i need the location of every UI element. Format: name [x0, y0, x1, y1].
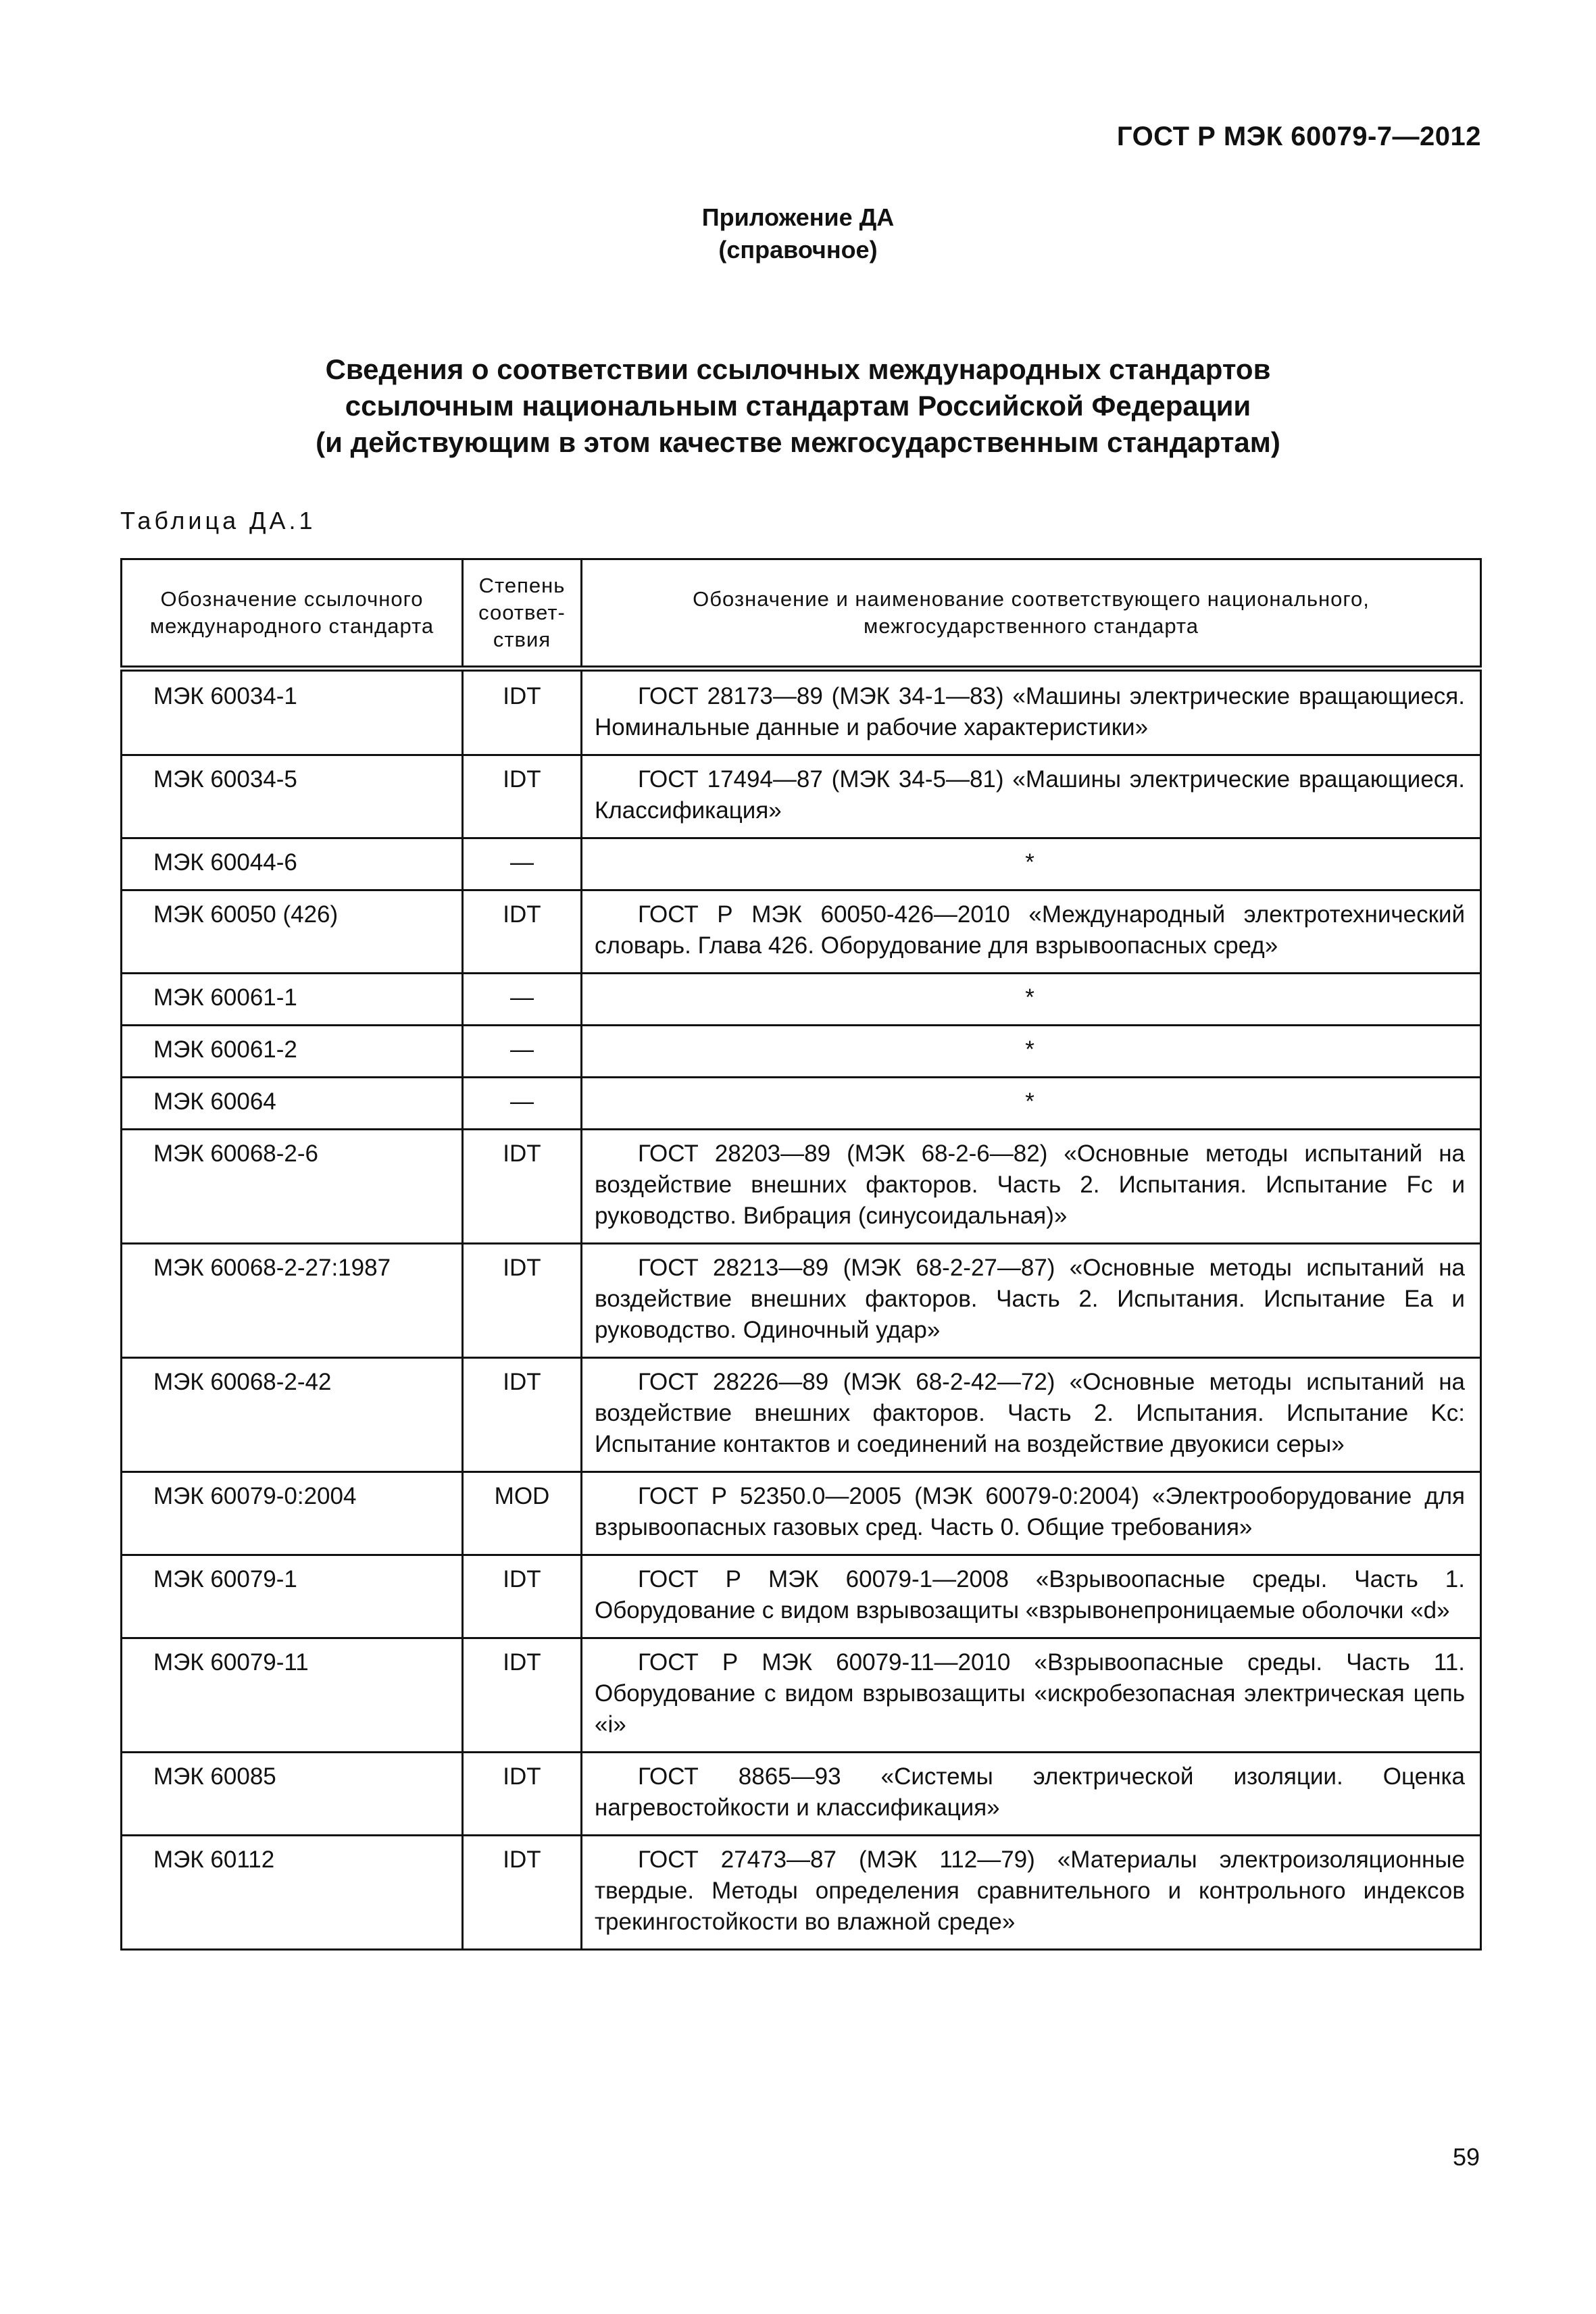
header-national-standard: Обозначение и наименование соответствующего национального, межгосударственного стандарта [582, 559, 1481, 669]
table-row [122, 1836, 1481, 1950]
international-standard-cell: МЭК 60034-1 [122, 669, 463, 755]
table-row [122, 974, 1481, 1026]
national-standard-cell: ГОСТ Р МЭК 60079-1—2008 «Взрывоопасные среды. Часть 1. Оборудование с видом взрывозащиты «взрывонепроницаемые оболочки «d» [582, 1555, 1481, 1638]
international-standard-cell: МЭК 60112 [122, 1836, 463, 1950]
national-standard-cell: ГОСТ 28173—89 (МЭК 34-1—83) «Машины электрические вращающиеся. Номинальные данные и рабочие характеристики» [582, 669, 1481, 755]
international-standard-cell: МЭК 60079-0:2004 [122, 1472, 463, 1555]
table-row [122, 755, 1481, 838]
degree-cell: IDT [463, 1244, 582, 1358]
degree-cell: IDT [463, 1753, 582, 1836]
table-body [122, 669, 1481, 1950]
degree-cell: — [463, 1078, 582, 1130]
appendix-heading [0, 201, 1596, 266]
title-line-3: (и действующим в этом качестве межгосударственным стандартам) [316, 426, 1280, 458]
degree-cell: IDT [463, 1555, 582, 1638]
international-standard-cell: МЭК 60034-5 [122, 755, 463, 838]
international-standard-cell: МЭК 60061-1 [122, 974, 463, 1026]
table-row [122, 1078, 1481, 1130]
table-row [122, 838, 1481, 890]
national-standard-cell: * [582, 974, 1481, 1026]
national-standard-cell: ГОСТ 17494—87 (МЭК 34-5—81) «Машины электрические вращающиеся. Классификация» [582, 755, 1481, 838]
degree-cell: IDT [463, 1130, 582, 1244]
national-standard-cell: ГОСТ 8865—93 «Системы электрической изоляции. Оценка нагревостойкости и классификация» [582, 1753, 1481, 1836]
table-row [122, 1130, 1481, 1244]
table-row [122, 1638, 1481, 1753]
degree-cell: IDT [463, 1638, 582, 1753]
national-standard-cell: ГОСТ 27473—87 (МЭК 112—79) «Материалы электроизоляционные твердые. Методы определения сравнительного и контрольного индексов трекингостойкости во влажной среде» [582, 1836, 1481, 1950]
national-standard-cell: ГОСТ 28226—89 (МЭК 68-2-42—72) «Основные методы испытаний на воздействие внешних факторов. Часть 2. Испытания. Испытание Kc: Испытание контактов и соединений на воздействие двуокиси серы» [582, 1358, 1481, 1472]
international-standard-cell: МЭК 60068-2-27:1987 [122, 1244, 463, 1358]
degree-cell: IDT [463, 755, 582, 838]
header-degree-of-correspondence: Степень соответ-ствия [463, 559, 582, 669]
page-number: 59 [1452, 2143, 1480, 2171]
degree-cell: — [463, 1026, 582, 1078]
international-standard-cell: МЭК 60079-1 [122, 1555, 463, 1638]
table-row [122, 1358, 1481, 1472]
table-row [122, 1555, 1481, 1638]
international-standard-cell: МЭК 60044-6 [122, 838, 463, 890]
table-header-row [122, 559, 1481, 669]
national-standard-cell: ГОСТ Р МЭК 60050-426—2010 «Международный электротехнический словарь. Глава 426. Оборудование для взрывоопасных сред» [582, 890, 1481, 974]
degree-cell: — [463, 974, 582, 1026]
national-standard-cell: ГОСТ Р МЭК 60079-11—2010 «Взрывоопасные среды. Часть 11. Оборудование с видом взрывозащиты «искробезопасная электрическая цепь «i» [582, 1638, 1481, 1753]
table-row [122, 1472, 1481, 1555]
degree-cell: IDT [463, 669, 582, 755]
degree-cell: IDT [463, 890, 582, 974]
international-standard-cell: МЭК 60061-2 [122, 1026, 463, 1078]
degree-cell: MOD [463, 1472, 582, 1555]
degree-cell: IDT [463, 1836, 582, 1950]
national-standard-cell: ГОСТ 28213—89 (МЭК 68-2-27—87) «Основные методы испытаний на воздействие внешних факторов. Часть 2. Испытания. Испытание Ea и руководство. Одиночный удар» [582, 1244, 1481, 1358]
national-standard-cell: ГОСТ 28203—89 (МЭК 68-2-6—82) «Основные методы испытаний на воздействие внешних факторов. Часть 2. Испытания. Испытание Fc и руководство. Вибрация (синусоидальная)» [582, 1130, 1481, 1244]
international-standard-cell: МЭК 60068-2-42 [122, 1358, 463, 1472]
international-standard-cell: МЭК 60064 [122, 1078, 463, 1130]
degree-cell: IDT [463, 1358, 582, 1472]
table-row [122, 890, 1481, 974]
document-code: ГОСТ Р МЭК 60079-7—2012 [1116, 122, 1481, 151]
international-standard-cell: МЭК 60085 [122, 1753, 463, 1836]
appendix-title: Приложение ДА [701, 203, 895, 231]
national-standard-cell: * [582, 838, 1481, 890]
correspondence-table [120, 558, 1482, 1951]
appendix-subtitle: (справочное) [718, 236, 878, 263]
title-line-1: Сведения о соответствии ссылочных международных стандартов [325, 353, 1271, 385]
page-title [0, 351, 1596, 461]
table-row [122, 669, 1481, 755]
national-standard-cell: ГОСТ Р 52350.0—2005 (МЭК 60079-0:2004) «Электрооборудование для взрывоопасных газовых сред. Часть 0. Общие требования» [582, 1472, 1481, 1555]
degree-cell: — [463, 838, 582, 890]
table-row [122, 1753, 1481, 1836]
header-international-standard: Обозначение ссылочного международного стандарта [122, 559, 463, 669]
international-standard-cell: МЭК 60050 (426) [122, 890, 463, 974]
national-standard-cell: * [582, 1078, 1481, 1130]
table-row [122, 1244, 1481, 1358]
title-line-2: ссылочным национальным стандартам Российской Федерации [345, 390, 1251, 422]
international-standard-cell: МЭК 60068-2-6 [122, 1130, 463, 1244]
national-standard-cell: * [582, 1026, 1481, 1078]
table-label: Таблица ДА.1 [120, 507, 316, 534]
correspondence-table-container [120, 558, 1480, 1951]
table-row [122, 1026, 1481, 1078]
international-standard-cell: МЭК 60079-11 [122, 1638, 463, 1753]
